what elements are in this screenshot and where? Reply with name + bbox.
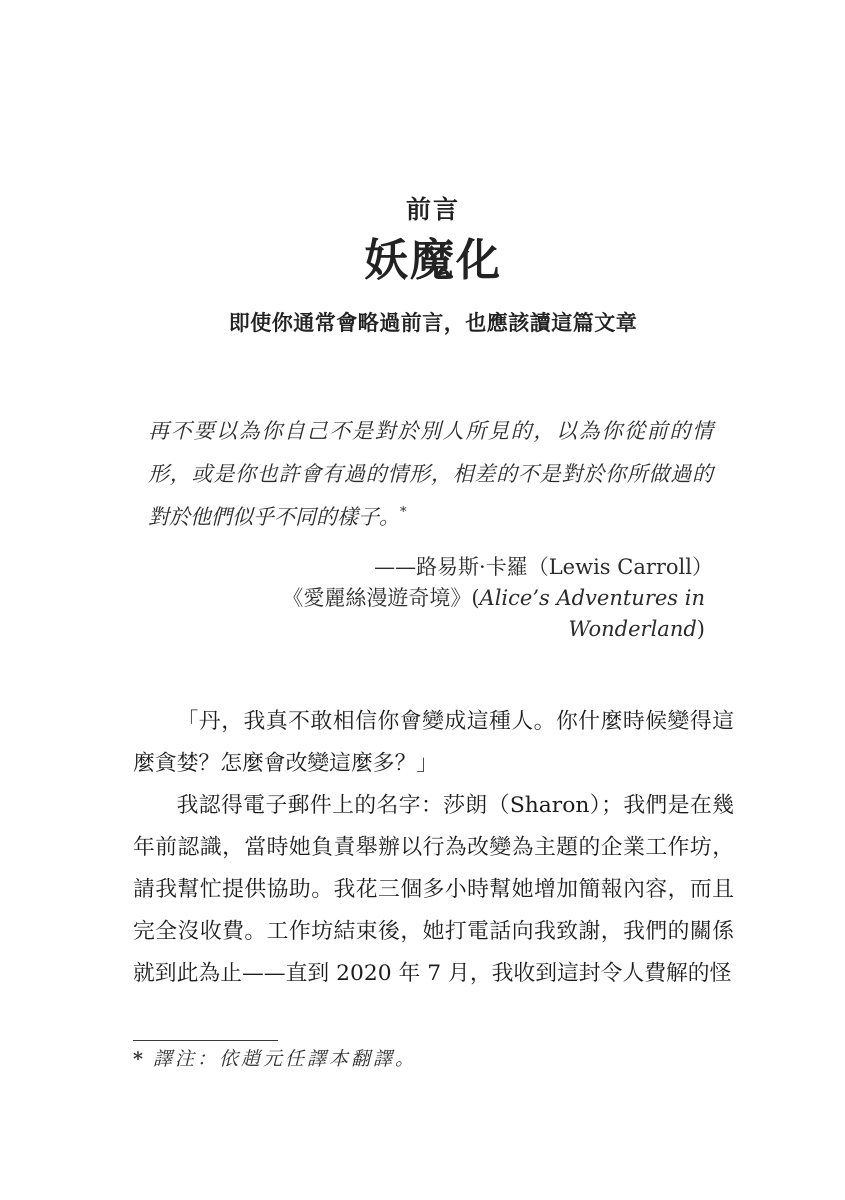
footnote-divider bbox=[133, 1040, 278, 1041]
epigraph bbox=[148, 410, 713, 645]
epigraph-source bbox=[148, 583, 713, 645]
epigraph-attribution: ——路易斯·卡羅（Lewis Carroll） bbox=[374, 555, 713, 579]
epigraph-source-title-en: Alice’s Adventures in Wonderland bbox=[479, 586, 705, 641]
page-subtitle: 即使你通常會略過前言，也應該讀這篇文章 bbox=[228, 310, 638, 335]
footnote-text: 譯注：依趙元任譯本翻譯。 bbox=[152, 1048, 417, 1070]
epigraph-quote bbox=[148, 410, 713, 539]
footnote-marker-ref: * bbox=[400, 505, 407, 520]
body-paragraph-1: 「丹，我真不敢相信你會變成這種人。你什麼時候變得這麼貪婪？怎麼會改變這麼多？」 bbox=[133, 709, 734, 776]
epigraph-quote-text: 再不要以為你自己不是對於別人所見的，以為你從前的情形，或是你也許會有過的情形，相差的不是對於你所做過的對於他們似乎不同的樣子。 bbox=[148, 419, 713, 529]
footnote bbox=[133, 1046, 693, 1072]
chapter-kicker: 前言 bbox=[405, 195, 460, 224]
page-header bbox=[133, 196, 733, 336]
epigraph-source-close-paren: ) bbox=[696, 617, 705, 641]
page-title: 妖魔化 bbox=[364, 234, 502, 286]
body-paragraph-2: 我認得電子郵件上的名字：莎朗（Sharon）；我們是在幾年前認識，當時她負責舉辦以行為改變為主題的企業工作坊，請我幫忙提供協助。我花三個多小時幫她增加簡報內容，而且完全沒收費。工作坊結束後，她打電話向我致謝，我們的關係就到此為止——直到 2020 年 7 月，我收到這封令人費解的怪 bbox=[133, 793, 734, 986]
epigraph-source-title-zh: 《愛麗絲漫遊奇境》( bbox=[282, 586, 480, 610]
body-text bbox=[133, 701, 734, 995]
footnote-marker: * bbox=[133, 1048, 143, 1070]
